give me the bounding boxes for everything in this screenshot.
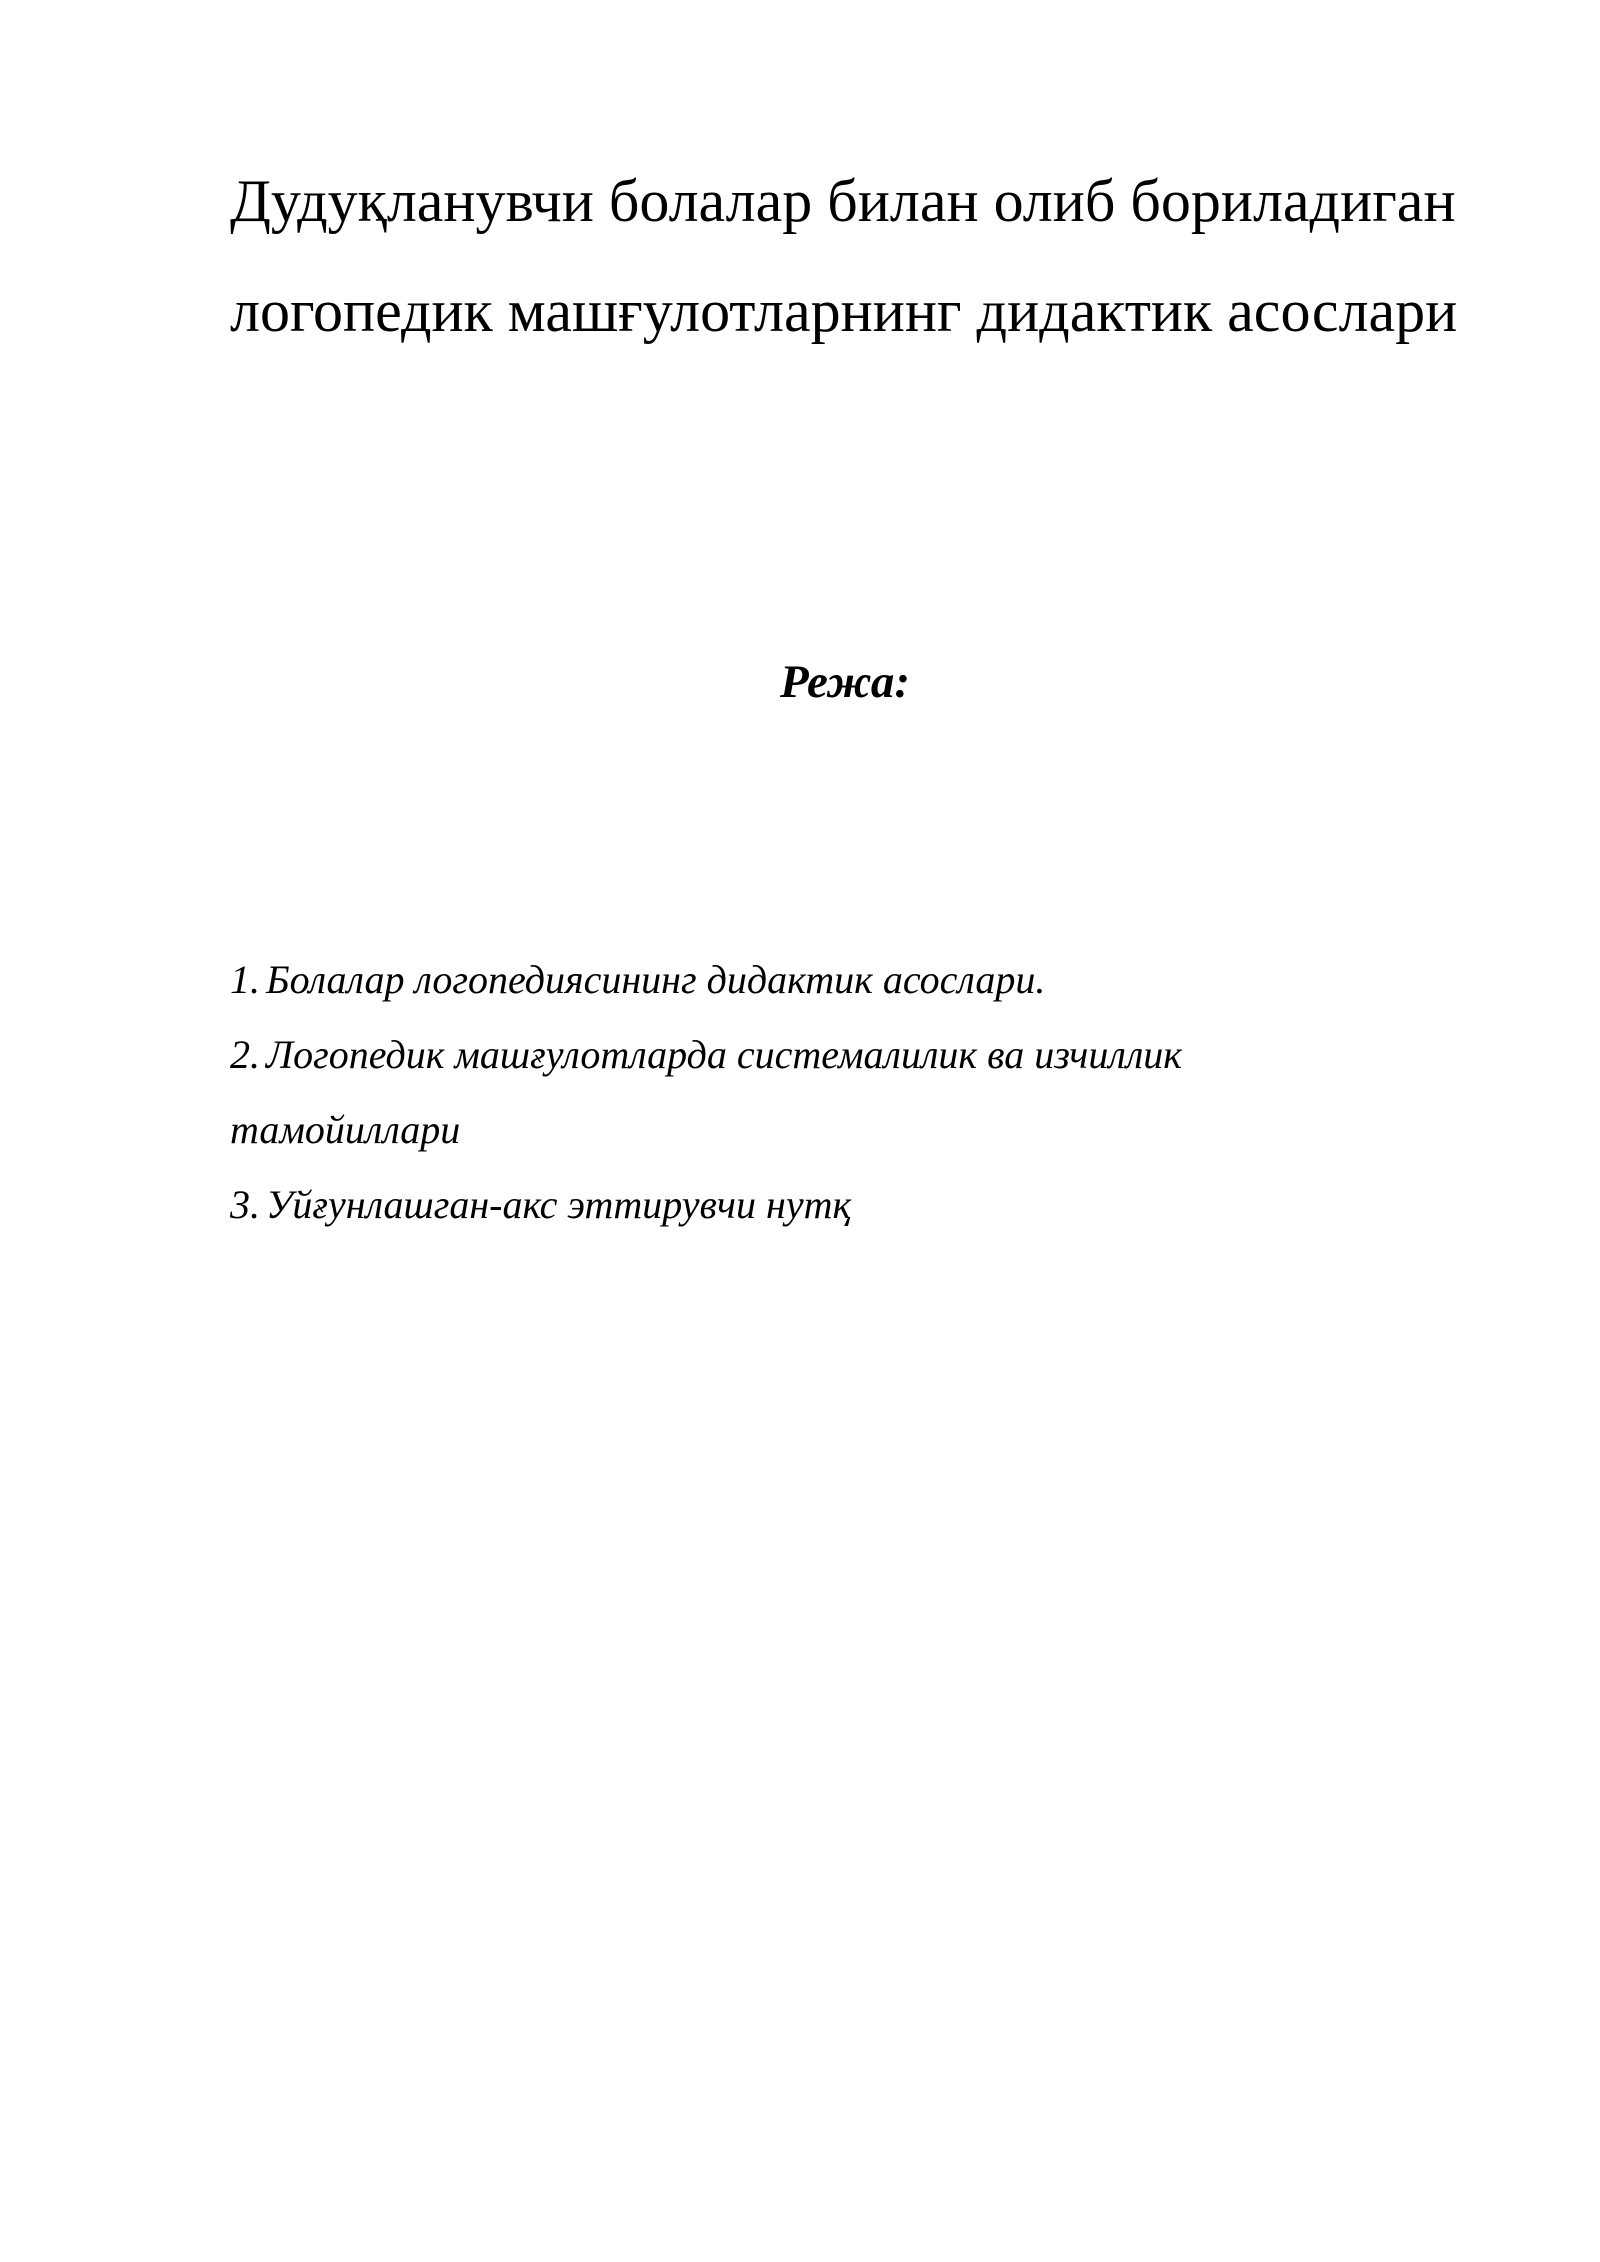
- plan-item-number: 1.: [230, 957, 260, 1002]
- plan-item-number: 3.: [230, 1182, 260, 1227]
- plan-item-text-continuation: тамойиллари: [230, 1107, 461, 1152]
- plan-item-2: [230, 1017, 1430, 1167]
- plan-list: [230, 942, 1430, 1242]
- plan-heading: Режа:: [780, 656, 910, 708]
- plan-item-text: Уйғунлашган-акс эттирувчи нутқ: [266, 1182, 852, 1227]
- plan-item-text: Болалар логопедиясининг дидактик асослари.: [266, 957, 1046, 1002]
- title-line-2: логопедик машғулотларнинг дидактик асослари: [230, 278, 1458, 344]
- document-title: [230, 146, 1500, 366]
- plan-item-1: [230, 942, 1430, 1017]
- title-line-1: Дудуқланувчи болалар билан олиб бориладиган: [230, 168, 1456, 234]
- plan-item-text: Логопедик машғулотларда системалилик ва изчиллик: [266, 1032, 1182, 1077]
- plan-item-3: [230, 1167, 1430, 1242]
- plan-item-number: 2.: [230, 1032, 260, 1077]
